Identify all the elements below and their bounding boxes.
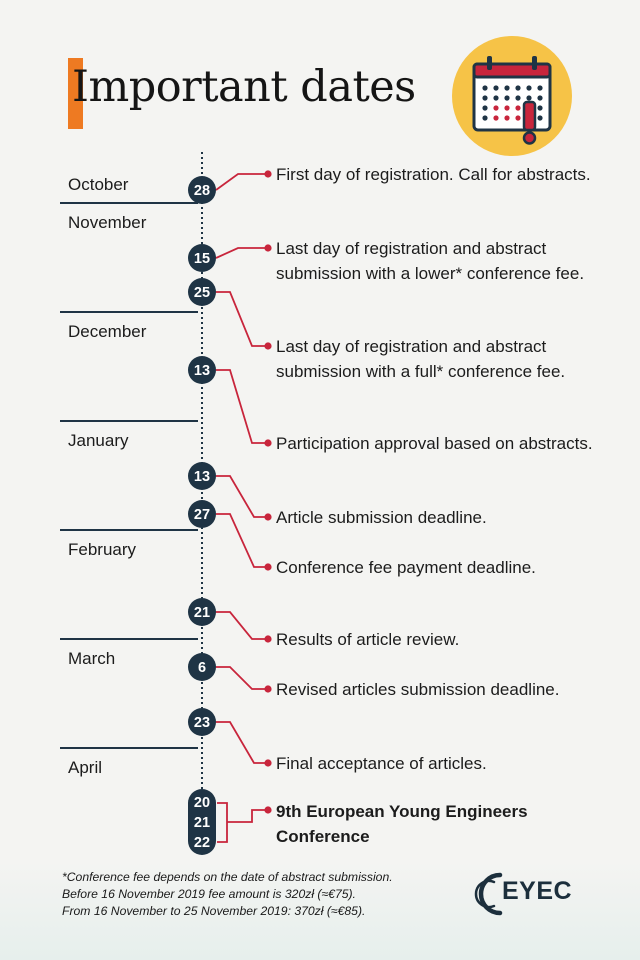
month-label-october: October	[68, 175, 129, 194]
connector	[216, 476, 268, 517]
connector-dot	[264, 170, 271, 177]
event-description: Last day of registration and abstract submission with a lower* conference fee.	[276, 239, 585, 283]
event-description: First day of registration. Call for abstracts.	[276, 165, 591, 184]
connector-dot	[264, 513, 271, 520]
conference-title: 9th European Young Engineers Conference	[276, 802, 528, 846]
date-label: 28	[193, 183, 211, 199]
connector-dot	[264, 244, 271, 251]
connector	[216, 174, 268, 190]
date-label: 22	[193, 835, 211, 851]
connector	[216, 370, 268, 443]
event-description: Revised articles submission deadline.	[276, 680, 560, 699]
date-label: 13	[193, 469, 211, 485]
month-label-february: February	[68, 540, 137, 559]
connector-dot	[264, 806, 271, 813]
connector	[216, 612, 268, 639]
footnote-line: From 16 November to 25 November 2019: 370zł (≈€85).	[62, 904, 366, 918]
connector	[216, 292, 268, 346]
event-description: Final acceptance of articles.	[276, 754, 487, 773]
connector	[216, 514, 268, 567]
connector-dot	[264, 685, 271, 692]
event-description: Article submission deadline.	[276, 508, 487, 527]
month-label-january: January	[68, 431, 129, 450]
connector	[216, 667, 268, 689]
date-label: 6	[197, 660, 207, 676]
connector-dot	[264, 342, 271, 349]
month-label-april: April	[68, 758, 103, 777]
footnote-line: *Conference fee depends on the date of abstract submission.	[62, 870, 393, 884]
event-description: Last day of registration and abstract submission with a full* conference fee.	[276, 337, 566, 381]
date-label: 27	[193, 507, 211, 523]
conference-bracket	[217, 803, 227, 842]
date-label: 23	[193, 715, 211, 731]
event-description: Participation approval based on abstracts.	[276, 434, 593, 453]
connector-dot	[264, 439, 271, 446]
connector-dot	[264, 759, 271, 766]
connector-dot	[264, 563, 271, 570]
month-label-november: November	[68, 213, 147, 232]
date-label: 21	[193, 605, 211, 621]
date-label: 13	[193, 363, 211, 379]
page-title: Important dates	[72, 62, 416, 112]
date-label: 15	[193, 251, 211, 267]
month-label-december: December	[68, 322, 147, 341]
date-label: 20	[193, 795, 211, 811]
date-label: 25	[193, 285, 211, 301]
month-label-march: March	[68, 649, 116, 668]
connector-dot	[264, 635, 271, 642]
event-description: Results of article review.	[276, 630, 460, 649]
connector	[216, 722, 268, 763]
footnote-line: Before 16 November 2019 fee amount is 320zł (≈€75).	[62, 887, 356, 901]
eyec-logo-text: EYEC	[502, 877, 573, 905]
event-description: Conference fee payment deadline.	[276, 558, 536, 577]
connector	[216, 248, 268, 258]
fee-footnote	[62, 869, 462, 920]
connector	[227, 810, 268, 822]
date-label: 21	[193, 815, 211, 831]
